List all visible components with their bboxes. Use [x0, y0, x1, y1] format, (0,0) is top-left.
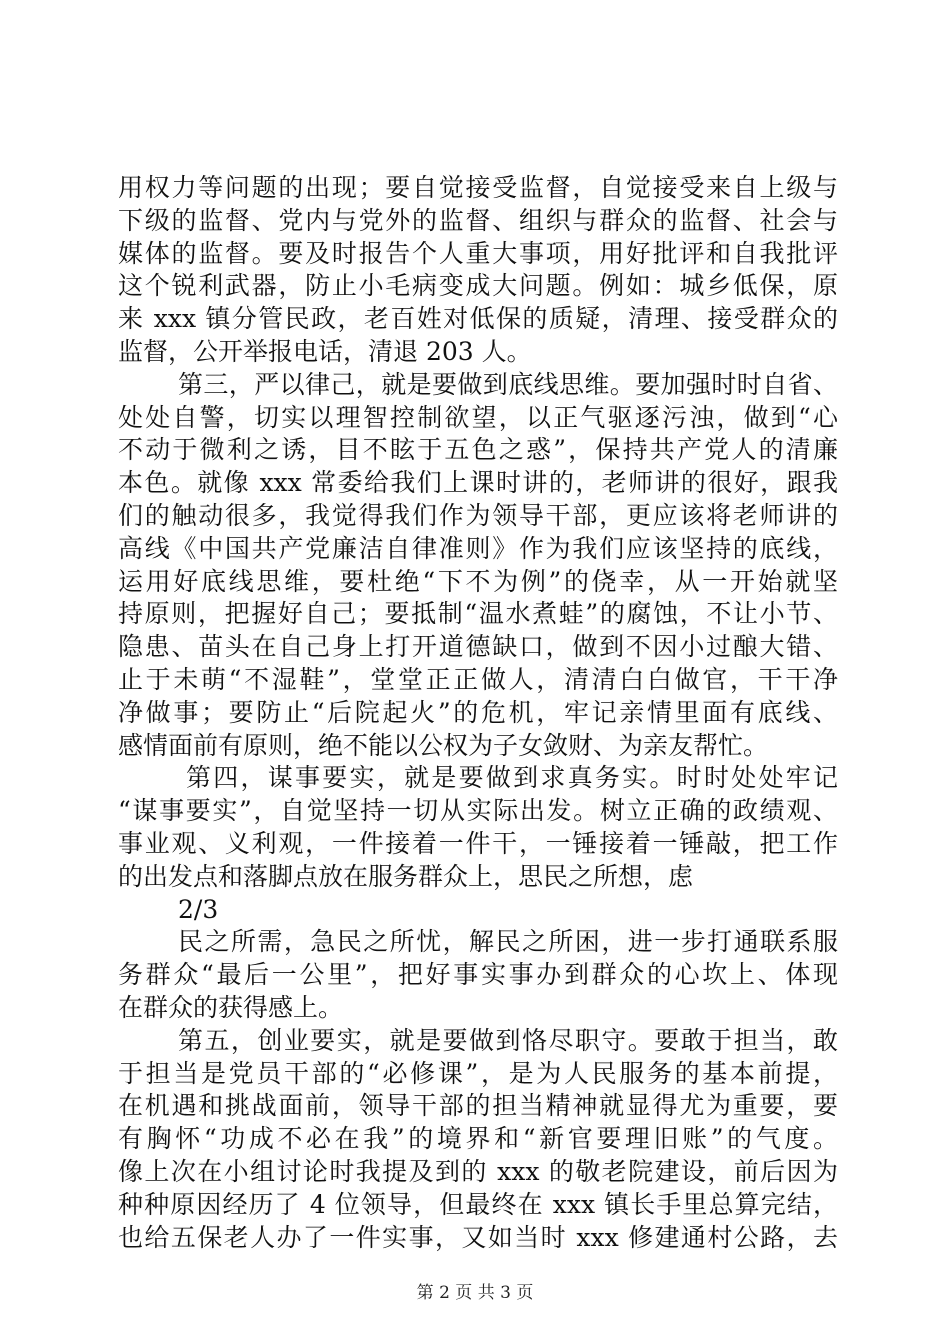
text-line: 有胸怀“功成不必在我”的境界和“新官要理旧账”的气度。 — [118, 1124, 838, 1154]
page-marker: 2/3 — [178, 894, 219, 924]
text-line: 来 xxx 镇分管民政，老百姓对低保的质疑，清理、接受群众的 — [118, 304, 838, 334]
text-line: 运用好底线思维，要杜绝“下不为例”的侥幸，从一开始就坚 — [118, 566, 838, 596]
paragraph-start-fourth: 第四，谋事要实，就是要做到求真务实。时时处处牢记 — [186, 763, 838, 793]
text-line: 于担当是党员干部的“必修课”，是为人民服务的基本前提， — [118, 1058, 838, 1088]
text-line: 不动于微利之诱，目不眩于五色之惑”，保持共产党人的清廉 — [118, 435, 838, 465]
text-line: 也给五保老人办了一件实事，又如当时 xxx 修建通村公路，去 — [118, 1222, 838, 1252]
text-line: 感情面前有原则，绝不能以公权为子女敛财、为亲友帮忙。 — [118, 730, 769, 760]
text-line: “谋事要实”，自觉坚持一切从实际出发。树立正确的政绩观、 — [118, 796, 838, 826]
paragraph-start-third: 第三，严以律己，就是要做到底线思维。要加强时时自省、 — [178, 369, 838, 399]
text-line: 持原则，把握好自己；要抵制“温水煮蛙”的腐蚀，不让小节、 — [118, 599, 838, 629]
paragraph-start-fifth: 第五，创业要实，就是要做到恪尽职守。要敢于担当，敢 — [178, 1025, 838, 1055]
text-line: 种种原因经历了 4 位领导，但最终在 xxx 镇长手里总算完结， — [118, 1189, 838, 1219]
text-line: 净做事；要防止“后院起火”的危机，牢记亲情里面有底线、 — [118, 697, 838, 727]
text-line: 像上次在小组讨论时我提及到的 xxx 的敬老院建设，前后因为 — [118, 1156, 838, 1186]
page-footer: 第 2 页 共 3 页 — [416, 1283, 534, 1303]
text-line: 事业观、义利观，一件接着一件干，一锤接着一锤敲，把工作 — [118, 828, 838, 858]
text-line: 高线《中国共产党廉洁自律准则》作为我们应该坚持的底线， — [118, 533, 838, 563]
text-line: 用权力等问题的出现；要自觉接受监督，自觉接受来自上级与 — [118, 173, 838, 202]
text-line: 处处自警，切实以理智控制欲望，以正气驱逐污浊，做到“心 — [118, 402, 838, 432]
text-line: 这个锐利武器，防止小毛病变成大问题。例如：城乡低保，原 — [118, 271, 838, 301]
text-line: 止于未萌“不湿鞋”，堂堂正正做人，清清白白做官，干干净 — [118, 664, 838, 694]
text-line: 下级的监督、党内与党外的监督、组织与群众的监督、社会与 — [118, 205, 838, 235]
text-line: 本色。就像 xxx 常委给我们上课时讲的，老师讲的很好，跟我 — [118, 468, 838, 498]
text-line: 隐患、苗头在自己身上打开道德缺口，做到不因小过酿大错、 — [118, 632, 838, 662]
text-line: 在机遇和挑战面前，领导干部的担当精神就显得尤为重要，要 — [118, 1091, 838, 1121]
text-line: 们的触动很多，我觉得我们作为领导干部，更应该将老师讲的 — [118, 500, 838, 530]
text-line: 的出发点和落脚点放在服务群众上，思民之所想，虑 — [118, 861, 694, 891]
text-line: 务群众“最后一公里”，把好事实事办到群众的心坎上、体现 — [118, 960, 838, 990]
document-body — [118, 172, 838, 1254]
text-line: 民之所需，急民之所忧，解民之所困，进一步打通联系服 — [178, 927, 838, 957]
text-line: 在群众的获得感上。 — [118, 992, 344, 1022]
text-line: 监督，公开举报电话，清退 203 人。 — [118, 336, 532, 366]
text-line: 媒体的监督。要及时报告个人重大事项，用好批评和自我批评 — [118, 238, 838, 268]
